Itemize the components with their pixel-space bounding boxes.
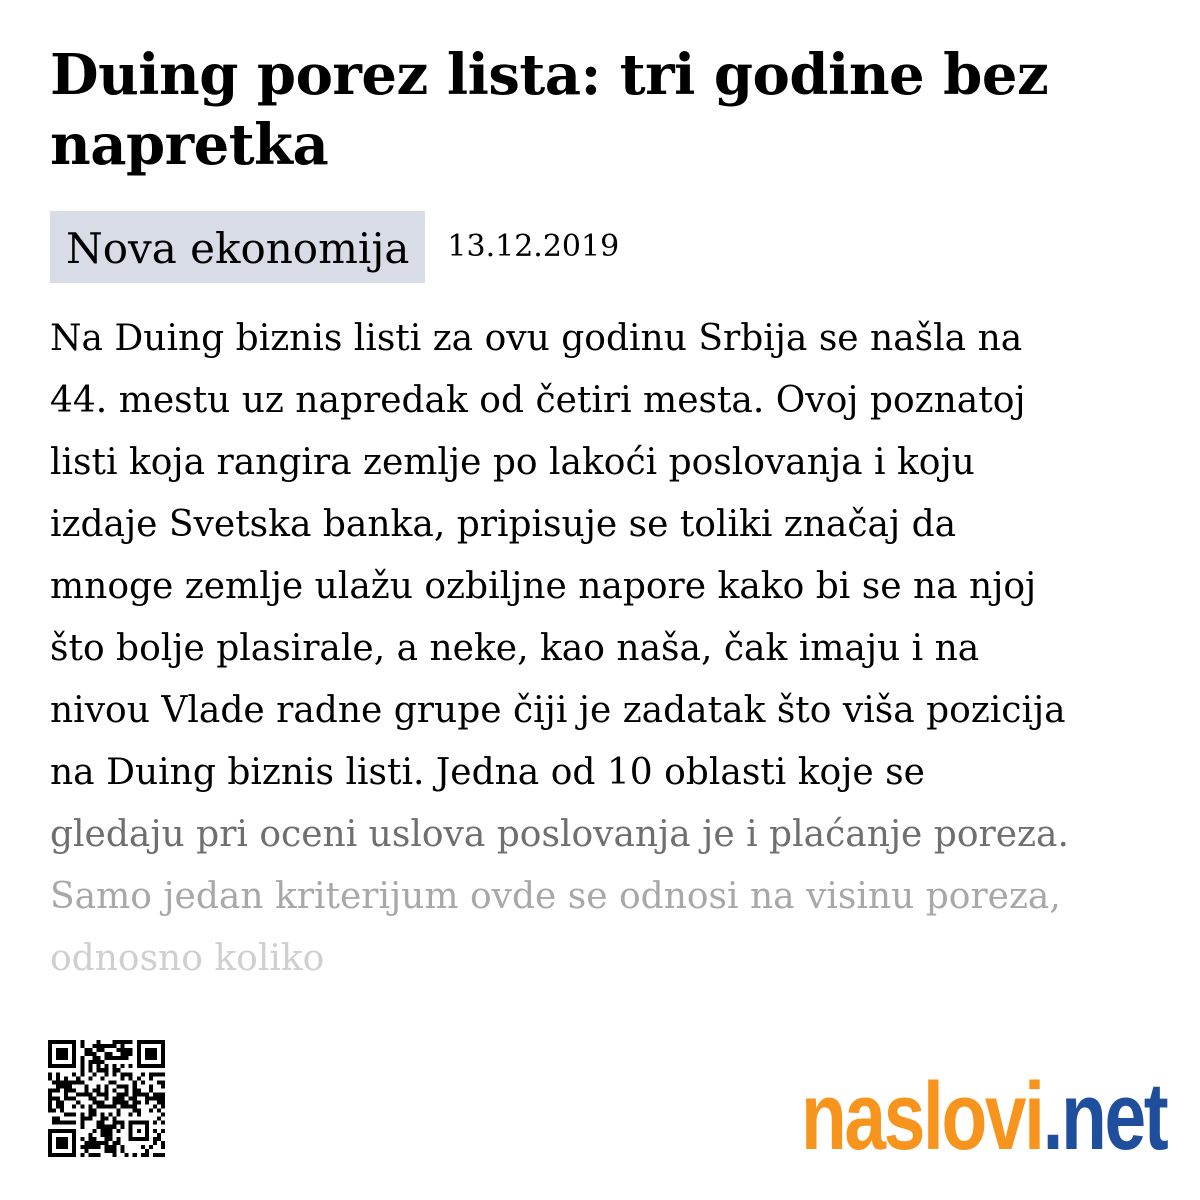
body-line: Na Duing biznis listi za ovu godinu Srbija se našla na [50,318,1023,359]
body-line: što bolje plasirale, a neke, kao naša, čak imaju i na [50,628,980,669]
article-meta [50,211,619,283]
qr-code-icon[interactable] [48,1040,165,1157]
body-line: izdaje Svetska banka, pripisuje se toliki značaj da [50,504,957,545]
logo-tld-text: .net [1042,1063,1167,1170]
body-line: 44. mestu uz napredak od četiri mesta. Ovoj poznatoj [50,380,1026,421]
body-line-faded: Samo jedan kriterijum ovde se odnosi na visinu poreza, [50,876,1061,917]
logo-brand-text: naslovi [801,1063,1043,1170]
article-body [50,308,1160,990]
body-line: listi koja rangira zemlje po lakoći poslovanja i koju [50,442,975,483]
source-badge[interactable]: Nova ekonomija [50,211,425,283]
body-line: mnoge zemlje ulažu ozbiljne napore kako bi se na njoj [50,566,1037,607]
publish-date: 13.12.2019 [447,229,620,264]
body-line: nivou Vlade radne grupe čiji je zadatak što viša pozicija [50,690,1066,731]
body-line-faded: odnosno koliko [50,938,325,979]
site-logo[interactable] [801,1062,1166,1172]
body-line: na Duing biznis listi. Jedna od 10 oblasti koje se [50,752,925,793]
article-title: Duing porez lista: tri godine bez napretka [50,42,1049,178]
body-line-faded: gledaju pri oceni uslova poslovanja je i plaćanje poreza. [50,814,1069,855]
